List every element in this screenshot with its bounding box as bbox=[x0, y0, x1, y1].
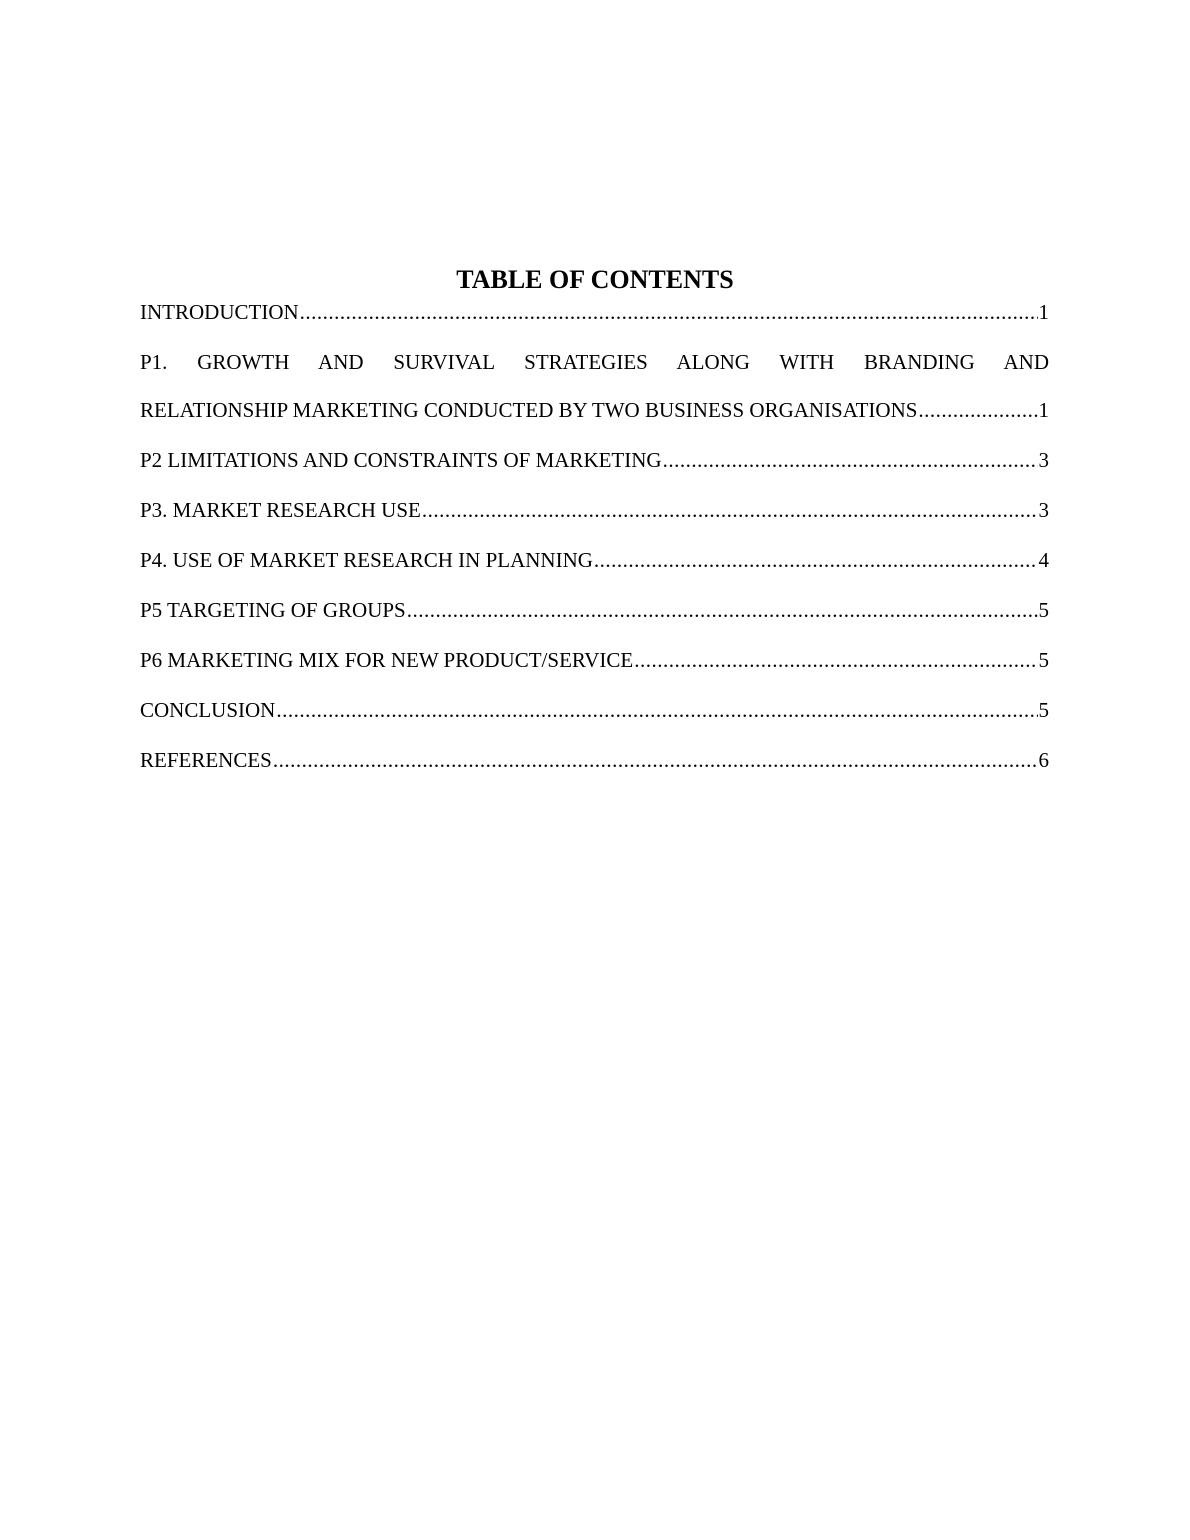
toc-entry-conclusion[interactable] bbox=[140, 694, 1049, 726]
toc-entry-text: P2 LIMITATIONS AND CONSTRAINTS OF MARKETING bbox=[140, 448, 662, 472]
toc-page-number: 1 bbox=[1038, 300, 1049, 324]
toc-page-number: 5 bbox=[1038, 698, 1049, 722]
toc-entry-text: P3. MARKET RESEARCH USE bbox=[140, 498, 421, 522]
toc-title: TABLE OF CONTENTS bbox=[456, 265, 734, 294]
toc-leader-dots bbox=[276, 694, 1037, 726]
toc-leader-dots bbox=[594, 544, 1038, 576]
toc-entry-text: CONCLUSION bbox=[140, 698, 276, 722]
toc-page-number: 5 bbox=[1038, 648, 1049, 672]
toc-leader-dots bbox=[634, 644, 1037, 676]
toc-page-number: 1 bbox=[1038, 398, 1049, 422]
toc-entry-p3[interactable] bbox=[140, 494, 1049, 526]
toc-entry-text: INTRODUCTION bbox=[140, 300, 299, 324]
toc-page-number: 6 bbox=[1038, 748, 1049, 772]
toc-entry-text: REFERENCES bbox=[140, 748, 272, 772]
toc-page-number: 3 bbox=[1038, 498, 1049, 522]
toc-entry-p1[interactable] bbox=[140, 346, 1049, 426]
toc-entry-text: P4. USE OF MARKET RESEARCH IN PLANNING bbox=[140, 548, 593, 572]
toc-entry-text-line1: P1. GROWTH AND SURVIVAL STRATEGIES ALONG WITH BRANDING AND bbox=[140, 350, 1049, 374]
toc-entry-p6[interactable] bbox=[140, 644, 1049, 676]
toc-entry-p2[interactable] bbox=[140, 444, 1049, 476]
toc-page-number: 5 bbox=[1038, 598, 1049, 622]
toc-page-number: 4 bbox=[1038, 548, 1049, 572]
toc-leader-dots bbox=[407, 594, 1038, 626]
toc-leader-dots bbox=[300, 296, 1038, 328]
toc-entry-references[interactable] bbox=[140, 744, 1049, 776]
toc-page-number: 3 bbox=[1038, 448, 1049, 472]
toc-entry-introduction[interactable] bbox=[140, 296, 1049, 328]
toc-entry-text: P6 MARKETING MIX FOR NEW PRODUCT/SERVICE bbox=[140, 648, 634, 672]
toc-entry-text: P5 TARGETING OF GROUPS bbox=[140, 598, 406, 622]
toc-leader-dots bbox=[273, 744, 1038, 776]
toc-entry-text: RELATIONSHIP MARKETING CONDUCTED BY TWO BUSINESS ORGANISATIONS bbox=[140, 398, 918, 422]
toc-leader-dots bbox=[422, 494, 1038, 526]
toc-entry-p4[interactable] bbox=[140, 544, 1049, 576]
toc-list bbox=[140, 296, 1049, 794]
toc-leader-dots bbox=[663, 444, 1038, 476]
toc-leader-dots bbox=[918, 394, 1037, 426]
toc-entry-p5[interactable] bbox=[140, 594, 1049, 626]
